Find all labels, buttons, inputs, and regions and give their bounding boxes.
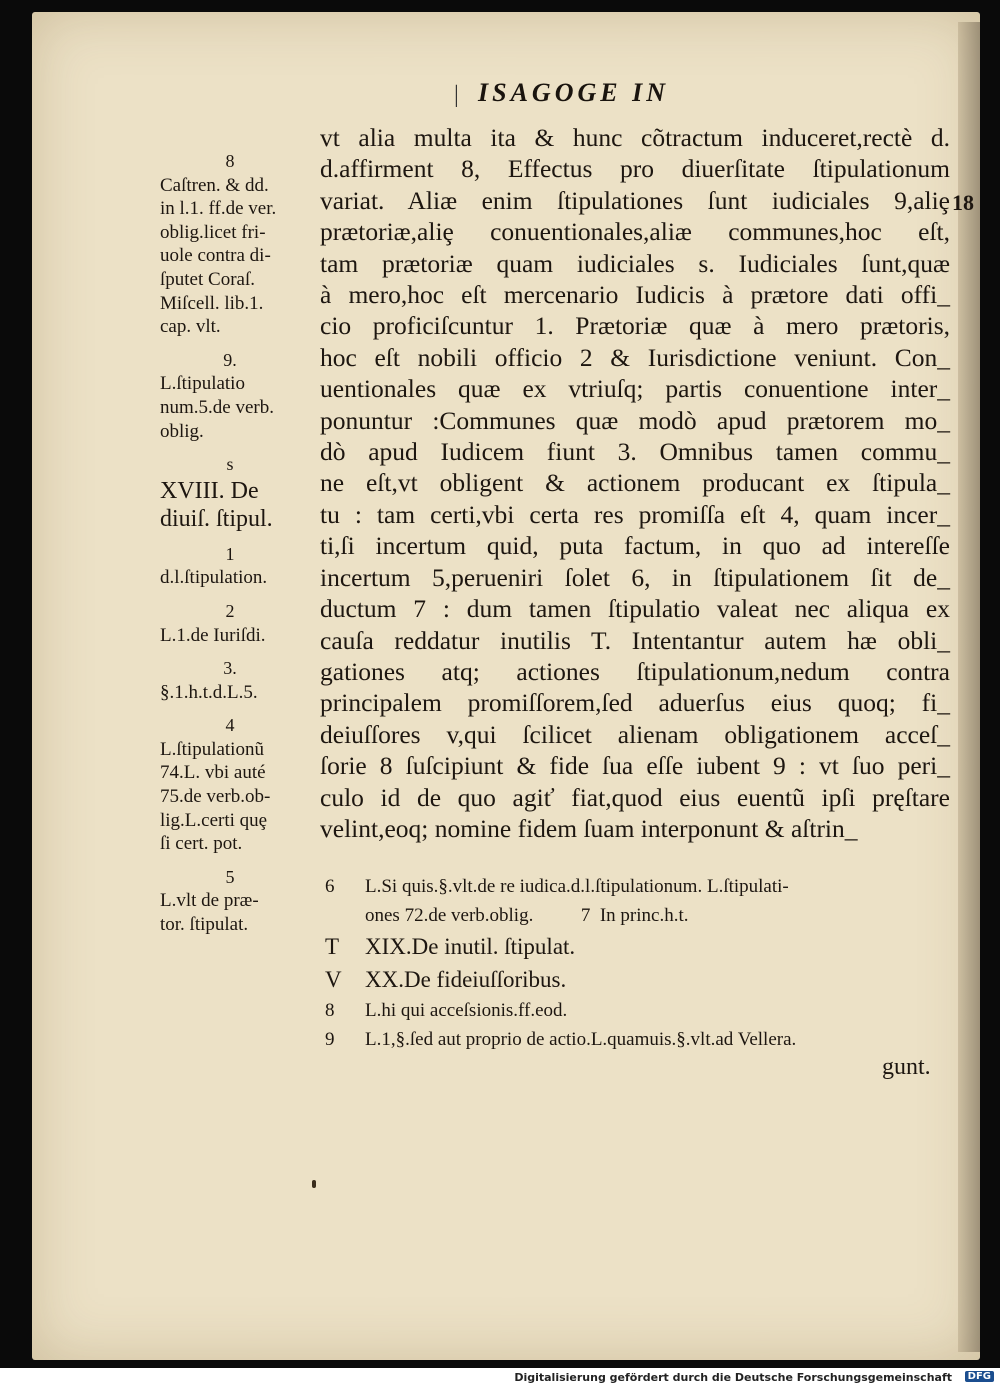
- text-line: ti,ſi incertum quid, puta factum, in quo ad intereſſe: [320, 531, 950, 561]
- margin-note-number: 9.: [223, 349, 237, 370]
- outer-margin-number: 18: [952, 190, 974, 215]
- text-line: à mero,hoc eſt mercenario Iudicis à prætore dati offi_: [320, 280, 950, 310]
- text-line: d.affirment 8, Effectus pro diuerſitate ſtipulationum: [320, 154, 950, 184]
- text-line: ne eſt,vt obligent & actionem producant ex ſtipula_: [320, 468, 950, 498]
- margin-note-line: uole contra di-: [160, 245, 271, 267]
- footnote-mark: V: [325, 967, 342, 992]
- page-edge-shadow: [958, 22, 980, 1352]
- text-line: deiuſſores v,qui ſcilicet alienam obligationem acceſ_: [320, 719, 950, 749]
- footnote-text: L.hi qui acceſsionis.ff.eod.: [365, 1000, 568, 1021]
- footnote-text: ones 72.de verb.oblig. 7 In princ.h.t.: [365, 905, 689, 926]
- footnote-text: L.1,§.ſed aut proprio de actio.L.quamuis.§.vlt.ad Vellera.: [365, 1029, 797, 1050]
- margin-note-line: cap. vlt.: [160, 316, 221, 338]
- margin-note-number: 3.: [223, 658, 237, 679]
- text-line: hoc eſt nobili officio 2 & Iurisdictione veniunt. Con_: [320, 342, 950, 372]
- margin-note-line: XVIII. De: [160, 477, 259, 504]
- footnote-row: [325, 901, 955, 930]
- text-line: culo id de quo agiť fiat,quod eius euentũ ipſi pręſtare: [320, 782, 950, 812]
- text-line: ponuntur :Communes quæ modò apud prætorem mo_: [320, 405, 950, 435]
- footnote-text: XIX.De inutil. ſtipulat.: [365, 934, 576, 959]
- text-line: cio proficiſcuntur 1. Prætoriæ quæ à mero prætoris,: [320, 311, 950, 341]
- text-line: principalem promiſſorem,ſed aduerſus eius quoq; fi_: [320, 688, 950, 718]
- text-line: incertum 5,perueniri ſolet 6, in ſtipulationem ſit de_: [320, 562, 950, 592]
- footnote-mark: [325, 901, 365, 930]
- footnote-row: [325, 930, 955, 963]
- margin-note-number: 1: [225, 543, 235, 564]
- text-line: cauſa reddatur inutilis T. Intentantur autem hæ obli_: [320, 625, 950, 655]
- margin-note-line: L.ſtipulatio: [160, 373, 245, 395]
- margin-note-line: ſputet Coraſ.: [160, 268, 255, 290]
- catchword: gunt.: [882, 1054, 931, 1080]
- margin-note-line: Miſcell. lib.1.: [160, 292, 264, 314]
- margin-note-line: oblig.licet fri-: [160, 221, 266, 243]
- margin-note-line: 75.de verb.ob-: [160, 786, 271, 808]
- ink-speck: [312, 1180, 316, 1188]
- footnote-mark: T: [325, 934, 340, 959]
- footnote-row: [325, 872, 955, 901]
- margin-note-number: 8: [225, 151, 235, 171]
- text-line: prætoriæ,aliȩ conuentionales,aliæ communes,hoc eſt,: [320, 217, 950, 247]
- footnote-row: [325, 996, 955, 1025]
- margin-note-number: s: [226, 454, 234, 475]
- running-head: ISAGOGE IN: [478, 78, 669, 107]
- margin-note-line: lig.L.certi quȩ: [160, 809, 268, 831]
- text-line: tam prætoriæ quam iudiciales s. Iudiciales ſunt,quæ: [320, 248, 950, 278]
- margin-note-number: 5: [225, 866, 235, 887]
- marginal-notes: [160, 150, 320, 937]
- footnote-mark: 6: [325, 876, 335, 897]
- text-line: variat. Aliæ enim ſtipulationes ſunt iudiciales 9,aliȩ: [320, 185, 950, 215]
- margin-note-line: num.5.de verb.: [160, 396, 274, 418]
- margin-note-line: L.vlt de præ-: [160, 890, 259, 912]
- main-text-block: [320, 122, 950, 844]
- footnote-mark: 8: [325, 1000, 335, 1021]
- text-line: velint,eoq; nomine fidem ſuam interponunt & aſtrin_: [320, 813, 858, 843]
- margin-note-number: 2: [225, 600, 235, 621]
- text-line: ſorie 8 ſuſcipiunt & fide ſua eſſe iubent 9 : vt ſuo peri_: [320, 751, 950, 781]
- margin-note-line: ſi cert. pot.: [160, 833, 243, 855]
- footnote-row: [325, 963, 955, 996]
- digitization-footer: [0, 1368, 1000, 1388]
- footnote-mark: 9: [325, 1029, 335, 1050]
- footer-credit: Digitalisierung gefördert durch die Deutsche Forschungsgemeinschaft: [514, 1371, 952, 1384]
- margin-note-line: in l.1. ff.de ver.: [160, 198, 277, 220]
- text-line: dò apud Iudicem fiunt 3. Omnibus tamen commu_: [320, 437, 950, 467]
- text-line: vt alia multa ita & hunc cõtractum induceret,rectè d.: [320, 123, 950, 152]
- text-line: gationes atq; actiones ſtipulationum,nedum contra: [320, 656, 950, 686]
- margin-note-line: L.ſtipulationũ: [160, 738, 264, 760]
- margin-note-line: tor. ſtipulat.: [160, 914, 249, 936]
- margin-note-line: 74.L. vbi auté: [160, 762, 266, 784]
- margin-note-line: d.l.ſtipulation.: [160, 567, 268, 589]
- margin-note-number: 4: [225, 715, 235, 736]
- footnote-text: XX.De fideiuſſoribus.: [365, 967, 567, 992]
- footnotes: [325, 872, 955, 1054]
- margin-note-line: oblig.: [160, 420, 204, 442]
- footnote-text: L.Si quis.§.vlt.de re iudica.d.l.ſtipulationum. L.ſtipulati-: [365, 876, 789, 897]
- footnote-row: [325, 1025, 955, 1054]
- text-line: tu : tam certi,vbi certa res promiſſa eſt 4, quam incer_: [320, 499, 950, 529]
- margin-note-line: §.1.h.t.d.L.5.: [160, 681, 258, 703]
- margin-note-line: diuiſ. ſtipul.: [160, 505, 273, 532]
- text-line: uentionales quæ ex vtriuſq; partis conuentione inter_: [320, 374, 950, 404]
- margin-note-line: Caſtren. & dd.: [160, 174, 269, 196]
- margin-note-line: L.1.de Iuriſdi.: [160, 624, 266, 646]
- head-mark: |: [454, 82, 459, 108]
- text-line: ductum 7 : dum tamen ſtipulatio valeat nec aliqua ex: [320, 594, 950, 624]
- dfg-logo-icon: DFG: [965, 1371, 994, 1382]
